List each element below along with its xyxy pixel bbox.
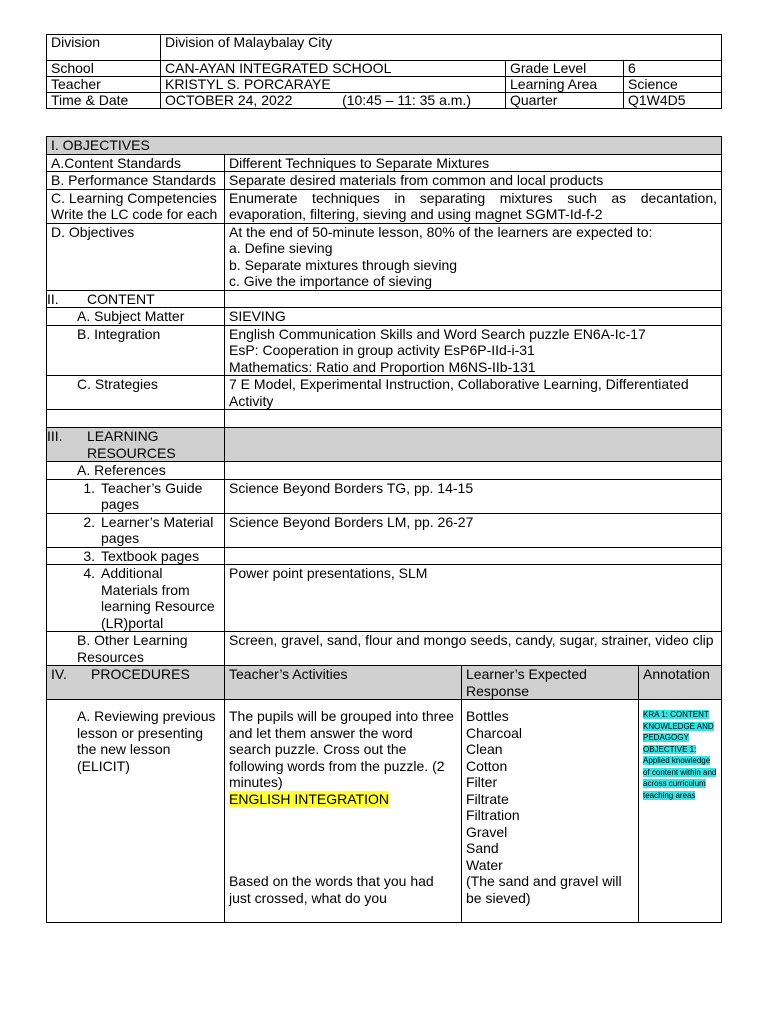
resources-number: III. bbox=[47, 428, 63, 444]
elicit-teacher-activity bbox=[225, 700, 462, 923]
lesson-plan-table bbox=[46, 136, 722, 923]
content-standards-row bbox=[47, 154, 722, 172]
area-label: Learning Area bbox=[506, 77, 624, 93]
division-row bbox=[47, 35, 722, 61]
word-item: Gravel bbox=[466, 823, 508, 840]
reference-number: 1. bbox=[83, 479, 95, 496]
word-item: Filtrate bbox=[466, 790, 509, 807]
quarter-label: Quarter bbox=[506, 93, 624, 109]
learner-response-header: Learner’s Expected Response bbox=[462, 666, 639, 700]
word-item: Sand bbox=[466, 840, 499, 856]
references-empty bbox=[225, 462, 722, 480]
teacher-value: KRISTYL S. PORCARAYE bbox=[161, 77, 506, 93]
strategies-row bbox=[47, 376, 722, 410]
content-heading-row bbox=[47, 290, 722, 308]
word-item: Filtration bbox=[466, 807, 520, 823]
reference-value: Science Beyond Borders LM, pp. 26-27 bbox=[225, 513, 722, 547]
elicit-instruction: The pupils will be grouped into three and let them answer the word search puzzle. Cross out the following words from the puzzle. (2 minutes) bbox=[229, 708, 454, 790]
objective-item: b. Separate mixtures through sieving bbox=[229, 256, 458, 273]
elicit-label: A. Reviewing previous lesson or presenting the new lesson (ELICIT) bbox=[47, 700, 225, 923]
time-value: (10:45 – 11: 35 a.m.) bbox=[342, 92, 471, 108]
reference-label bbox=[47, 547, 225, 565]
reference-title: Learner’s Material pages bbox=[101, 513, 214, 546]
time-label: Time & Date bbox=[47, 93, 161, 109]
objectives-heading: I. OBJECTIVES bbox=[47, 137, 722, 155]
reference-row-learners-material bbox=[47, 513, 722, 547]
content-heading-empty bbox=[225, 290, 722, 308]
subject-matter-value: SIEVING bbox=[225, 308, 722, 326]
integration-line: English Communication Skills and Word Search puzzle EN6A-Ic-17 bbox=[229, 325, 646, 342]
spacer-row bbox=[47, 410, 722, 428]
procedures-heading-row bbox=[47, 666, 722, 700]
integration-value bbox=[225, 325, 722, 376]
reference-value bbox=[225, 547, 722, 565]
learning-competencies-row bbox=[47, 189, 722, 223]
word-item: Filter bbox=[466, 774, 498, 790]
procedures-number: IV. bbox=[51, 666, 67, 682]
date-value: OCTOBER 24, 2022 bbox=[165, 92, 293, 108]
reference-row-textbook bbox=[47, 547, 722, 565]
kra-annotation: KRA 1: CONTENT KNOWLEDGE AND PEDAGOGY OBJECTIVE 1: Applied knowledge of content within and across curriculum teaching areas bbox=[643, 710, 717, 800]
other-resources-row bbox=[47, 632, 722, 666]
objectives-row bbox=[47, 223, 722, 290]
reference-row-additional bbox=[47, 565, 722, 632]
time-date-cell bbox=[161, 93, 506, 109]
other-resources-label: B. Other Learning Resources bbox=[47, 632, 225, 666]
annotation-header: Annotation bbox=[639, 666, 722, 700]
learning-competencies-label: C. Learning Competencies Write the LC code for each bbox=[47, 189, 225, 223]
learning-competencies-value: Enumerate techniques in separating mixtures such as decantation, evaporation, filtering, sieving and using magnet SGMT-Id-f-2 bbox=[225, 189, 722, 223]
content-title: CONTENT bbox=[87, 290, 155, 307]
reference-number: 2. bbox=[83, 513, 95, 530]
reference-label bbox=[47, 565, 225, 632]
objectives-intro: At the end of 50-minute lesson, 80% of the learners are expected to: bbox=[229, 223, 653, 240]
teacher-row bbox=[47, 77, 722, 93]
subject-matter-label: A. Subject Matter bbox=[47, 308, 225, 326]
school-value: CAN-AYAN INTEGRATED SCHOOL bbox=[161, 61, 506, 77]
performance-standards-value: Separate desired materials from common and local products bbox=[225, 172, 722, 190]
reference-value: Power point presentations, SLM bbox=[225, 565, 722, 632]
objectives-label: D. Objectives bbox=[47, 223, 225, 290]
school-label: School bbox=[47, 61, 161, 77]
content-standards-value: Different Techniques to Separate Mixtures bbox=[225, 154, 722, 172]
reference-number: 4. bbox=[83, 565, 95, 581]
elicit-row bbox=[47, 700, 722, 923]
objectives-value bbox=[225, 223, 722, 290]
elicit-learner-response bbox=[462, 700, 639, 923]
division-label: Division bbox=[47, 35, 161, 61]
other-resources-value: Screen, gravel, sand, flour and mongo seeds, candy, sugar, strainer, video clip bbox=[225, 632, 722, 666]
header-table bbox=[46, 34, 722, 109]
teacher-activities-header: Teacher’s Activities bbox=[225, 666, 462, 700]
reference-number: 3. bbox=[83, 547, 95, 564]
grade-label: Grade Level bbox=[506, 61, 624, 77]
english-integration-highlight: ENGLISH INTEGRATION bbox=[229, 790, 389, 807]
reference-title: Teacher’s Guide pages bbox=[101, 479, 203, 512]
performance-standards-label: B. Performance Standards bbox=[47, 172, 225, 190]
reference-title: Additional Materials from learning Resource (LR)portal bbox=[101, 565, 215, 631]
integration-line: EsP: Cooperation in group activity EsP6P-IId-i-31 bbox=[229, 342, 535, 358]
resources-title: LEARNING RESOURCES bbox=[87, 428, 176, 461]
strategies-label: C. Strategies bbox=[47, 376, 225, 410]
reference-label bbox=[47, 513, 225, 547]
school-row bbox=[47, 61, 722, 77]
time-row bbox=[47, 93, 722, 109]
learner-note: (The sand and gravel will be sieved) bbox=[466, 873, 622, 906]
elicit-annotation bbox=[639, 700, 722, 923]
references-label: A. References bbox=[47, 462, 225, 480]
reference-row-teachers-guide bbox=[47, 479, 722, 513]
word-item: Charcoal bbox=[466, 724, 523, 741]
references-row bbox=[47, 462, 722, 480]
word-item: Clean bbox=[466, 741, 503, 757]
elicit-question: Based on the words that you had just crossed, what do you bbox=[229, 873, 434, 906]
area-value: Science bbox=[624, 77, 722, 93]
performance-standards-row bbox=[47, 172, 722, 190]
subject-matter-row bbox=[47, 308, 722, 326]
procedures-heading bbox=[47, 666, 225, 700]
objective-item: a. Define sieving bbox=[229, 240, 333, 256]
integration-line: Mathematics: Ratio and Proportion M6NS-IIb-131 bbox=[229, 358, 536, 375]
word-item: Bottles bbox=[466, 708, 509, 724]
objectives-heading-row bbox=[47, 137, 722, 155]
reference-label bbox=[47, 479, 225, 513]
procedures-title: PROCEDURES bbox=[91, 666, 190, 682]
integration-label: B. Integration bbox=[47, 325, 225, 376]
word-item: Water bbox=[466, 856, 503, 873]
content-heading bbox=[47, 290, 225, 308]
resources-heading-row bbox=[47, 428, 722, 462]
integration-row bbox=[47, 325, 722, 376]
objective-item: c. Give the importance of sieving bbox=[229, 273, 433, 289]
spacer-cell bbox=[47, 410, 225, 428]
word-item: Cotton bbox=[466, 757, 508, 774]
content-number: II. bbox=[47, 290, 59, 307]
resources-heading-empty bbox=[225, 428, 722, 462]
strategies-value: 7 E Model, Experimental Instruction, Collaborative Learning, Differentiated Activity bbox=[225, 376, 722, 410]
grade-value: 6 bbox=[624, 61, 722, 77]
resources-heading bbox=[47, 428, 225, 462]
spacer-cell bbox=[225, 410, 722, 428]
division-value: Division of Malaybalay City bbox=[161, 35, 722, 61]
quarter-value: Q1W4D5 bbox=[624, 93, 722, 109]
reference-title: Textbook pages bbox=[101, 547, 200, 564]
teacher-label: Teacher bbox=[47, 77, 161, 93]
reference-value: Science Beyond Borders TG, pp. 14-15 bbox=[225, 479, 722, 513]
content-standards-label: A.Content Standards bbox=[47, 154, 225, 172]
